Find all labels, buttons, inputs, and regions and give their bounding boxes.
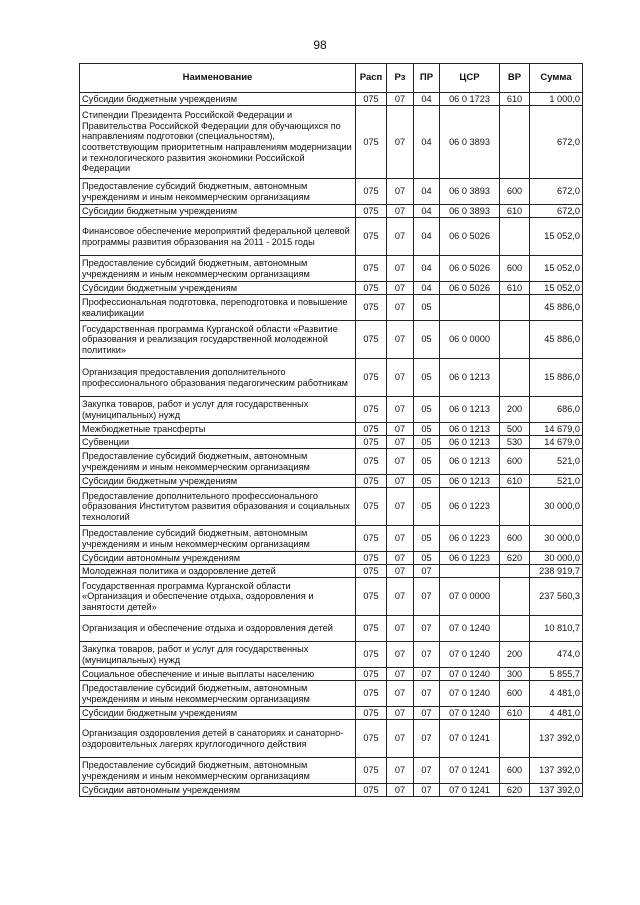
table-row bbox=[80, 93, 583, 106]
cell-rz: 07 bbox=[387, 321, 414, 359]
cell-rasp: 075 bbox=[356, 218, 387, 256]
cell-sum: 1 000,0 bbox=[530, 93, 583, 106]
cell-vr bbox=[500, 488, 530, 526]
cell-sum: 15 052,0 bbox=[530, 256, 583, 282]
cell-rz: 07 bbox=[387, 179, 414, 205]
cell-rz: 07 bbox=[387, 295, 414, 321]
cell-rasp: 075 bbox=[356, 707, 387, 720]
cell-name: Финансовое обеспечение мероприятий федеральной целевой программы развития образования на 2011 - 2015 годы bbox=[80, 218, 356, 256]
cell-name: Закупка товаров, работ и услуг для государственных (муниципальных) нужд bbox=[80, 397, 356, 423]
table-row bbox=[80, 488, 583, 526]
cell-rasp: 075 bbox=[356, 449, 387, 475]
cell-rz: 07 bbox=[387, 282, 414, 295]
cell-rz: 07 bbox=[387, 681, 414, 707]
table-row bbox=[80, 423, 583, 436]
cell-rz: 07 bbox=[387, 93, 414, 106]
cell-csr: 06 0 0000 bbox=[440, 321, 500, 359]
cell-name: Субсидии бюджетным учреждениям bbox=[80, 93, 356, 106]
cell-name: Субвенции bbox=[80, 436, 356, 449]
cell-pr: 04 bbox=[414, 93, 440, 106]
cell-vr: 610 bbox=[500, 475, 530, 488]
table-row bbox=[80, 784, 583, 797]
table-row bbox=[80, 256, 583, 282]
cell-sum: 474,0 bbox=[530, 642, 583, 668]
table-row bbox=[80, 642, 583, 668]
cell-sum: 137 392,0 bbox=[530, 720, 583, 758]
cell-csr: 06 0 1213 bbox=[440, 397, 500, 423]
cell-vr: 610 bbox=[500, 282, 530, 295]
cell-rasp: 075 bbox=[356, 321, 387, 359]
cell-csr: 06 0 5026 bbox=[440, 256, 500, 282]
table-row bbox=[80, 616, 583, 642]
cell-sum: 14 679,0 bbox=[530, 436, 583, 449]
cell-name: Предоставление субсидий бюджетным, автономным учреждениям и иным некоммерческим организациям bbox=[80, 256, 356, 282]
table-row bbox=[80, 758, 583, 784]
cell-pr: 04 bbox=[414, 205, 440, 218]
cell-pr: 05 bbox=[414, 423, 440, 436]
cell-name: Предоставление дополнительного профессионального образования Институтом развития образования и социальных технологий bbox=[80, 488, 356, 526]
cell-pr: 07 bbox=[414, 642, 440, 668]
cell-vr bbox=[500, 295, 530, 321]
cell-vr: 600 bbox=[500, 681, 530, 707]
cell-name: Субсидии автономным учреждениям bbox=[80, 552, 356, 565]
cell-pr: 04 bbox=[414, 106, 440, 179]
cell-pr: 05 bbox=[414, 321, 440, 359]
cell-rz: 07 bbox=[387, 707, 414, 720]
cell-rz: 07 bbox=[387, 552, 414, 565]
cell-rz: 07 bbox=[387, 578, 414, 616]
cell-rasp: 075 bbox=[356, 526, 387, 552]
cell-name: Межбюджетные трансферты bbox=[80, 423, 356, 436]
header-sum: Сумма bbox=[530, 64, 583, 93]
cell-sum: 15 052,0 bbox=[530, 218, 583, 256]
cell-csr: 06 0 5026 bbox=[440, 218, 500, 256]
table-header bbox=[80, 64, 583, 93]
cell-csr: 07 0 1240 bbox=[440, 642, 500, 668]
cell-rz: 07 bbox=[387, 720, 414, 758]
cell-csr: 06 0 1723 bbox=[440, 93, 500, 106]
cell-pr: 07 bbox=[414, 578, 440, 616]
cell-name: Субсидии бюджетным учреждениям bbox=[80, 707, 356, 720]
cell-name: Профессиональная подготовка, переподготовка и повышение квалификации bbox=[80, 295, 356, 321]
header-csr: ЦСР bbox=[440, 64, 500, 93]
cell-name: Предоставление субсидий бюджетным, автономным учреждениям и иным некоммерческим организациям bbox=[80, 681, 356, 707]
cell-pr: 07 bbox=[414, 720, 440, 758]
table-row bbox=[80, 179, 583, 205]
cell-name: Стипендии Президента Российской Федерации и Правительства Российской Федерации для обучающихся по направлениям подготовки (специальностям), соответствующим приоритетным направлениям модернизации и технологического развития экономики Российской Федерации bbox=[80, 106, 356, 179]
cell-sum: 237 560,3 bbox=[530, 578, 583, 616]
cell-name: Социальное обеспечение и иные выплаты населению bbox=[80, 668, 356, 681]
cell-pr: 05 bbox=[414, 397, 440, 423]
cell-csr: 06 0 1223 bbox=[440, 526, 500, 552]
header-pr: ПР bbox=[414, 64, 440, 93]
cell-sum: 686,0 bbox=[530, 397, 583, 423]
cell-pr: 05 bbox=[414, 488, 440, 526]
cell-vr: 300 bbox=[500, 668, 530, 681]
cell-name: Предоставление субсидий бюджетным, автономным учреждениям и иным некоммерческим организациям bbox=[80, 179, 356, 205]
cell-csr: 07 0 1240 bbox=[440, 616, 500, 642]
cell-vr: 600 bbox=[500, 449, 530, 475]
cell-csr: 06 0 1213 bbox=[440, 475, 500, 488]
cell-sum: 45 886,0 bbox=[530, 321, 583, 359]
cell-name: Субсидии бюджетным учреждениям bbox=[80, 475, 356, 488]
cell-vr bbox=[500, 616, 530, 642]
cell-sum: 672,0 bbox=[530, 179, 583, 205]
table-row bbox=[80, 218, 583, 256]
header-name: Наименование bbox=[80, 64, 356, 93]
cell-rasp: 075 bbox=[356, 423, 387, 436]
cell-rasp: 075 bbox=[356, 784, 387, 797]
cell-sum: 238 919,7 bbox=[530, 565, 583, 578]
cell-sum: 15 052,0 bbox=[530, 282, 583, 295]
cell-name: Организация и обеспечение отдыха и оздоровления детей bbox=[80, 616, 356, 642]
cell-rz: 07 bbox=[387, 758, 414, 784]
cell-name: Предоставление субсидий бюджетным, автономным учреждениям и иным некоммерческим организациям bbox=[80, 449, 356, 475]
cell-csr: 06 0 3893 bbox=[440, 179, 500, 205]
cell-pr: 05 bbox=[414, 552, 440, 565]
cell-pr: 05 bbox=[414, 475, 440, 488]
table-row bbox=[80, 475, 583, 488]
cell-vr: 530 bbox=[500, 436, 530, 449]
cell-pr: 07 bbox=[414, 758, 440, 784]
cell-pr: 05 bbox=[414, 526, 440, 552]
header-row bbox=[80, 64, 583, 93]
cell-sum: 4 481,0 bbox=[530, 681, 583, 707]
cell-csr: 06 0 1213 bbox=[440, 423, 500, 436]
cell-rz: 07 bbox=[387, 397, 414, 423]
cell-name: Предоставление субсидий бюджетным, автономным учреждениям и иным некоммерческим организациям bbox=[80, 526, 356, 552]
cell-csr: 07 0 1240 bbox=[440, 681, 500, 707]
cell-rz: 07 bbox=[387, 218, 414, 256]
cell-rz: 07 bbox=[387, 449, 414, 475]
cell-vr: 200 bbox=[500, 642, 530, 668]
cell-csr: 07 0 1240 bbox=[440, 668, 500, 681]
cell-rasp: 075 bbox=[356, 359, 387, 397]
cell-pr: 05 bbox=[414, 359, 440, 397]
cell-vr: 620 bbox=[500, 552, 530, 565]
cell-rasp: 075 bbox=[356, 282, 387, 295]
cell-vr bbox=[500, 106, 530, 179]
cell-rasp: 075 bbox=[356, 93, 387, 106]
cell-rasp: 075 bbox=[356, 106, 387, 179]
cell-pr: 04 bbox=[414, 282, 440, 295]
cell-vr: 610 bbox=[500, 707, 530, 720]
cell-rz: 07 bbox=[387, 642, 414, 668]
cell-rasp: 075 bbox=[356, 616, 387, 642]
cell-rasp: 075 bbox=[356, 552, 387, 565]
cell-vr: 600 bbox=[500, 179, 530, 205]
cell-sum: 137 392,0 bbox=[530, 784, 583, 797]
table-row bbox=[80, 526, 583, 552]
cell-sum: 5 855,7 bbox=[530, 668, 583, 681]
cell-vr: 600 bbox=[500, 256, 530, 282]
table-row bbox=[80, 359, 583, 397]
cell-vr: 620 bbox=[500, 784, 530, 797]
cell-sum: 10 810,7 bbox=[530, 616, 583, 642]
page-number: 98 bbox=[313, 38, 327, 52]
cell-rz: 07 bbox=[387, 475, 414, 488]
cell-name: Организация предоставления дополнительного профессионального образования педагогическим работникам bbox=[80, 359, 356, 397]
cell-pr: 07 bbox=[414, 616, 440, 642]
table-row bbox=[80, 565, 583, 578]
cell-rasp: 075 bbox=[356, 475, 387, 488]
table-row bbox=[80, 397, 583, 423]
cell-sum: 30 000,0 bbox=[530, 526, 583, 552]
table-row bbox=[80, 668, 583, 681]
table-row bbox=[80, 552, 583, 565]
cell-csr bbox=[440, 565, 500, 578]
table-row bbox=[80, 205, 583, 218]
cell-sum: 672,0 bbox=[530, 106, 583, 179]
header-vr: ВР bbox=[500, 64, 530, 93]
cell-vr: 600 bbox=[500, 526, 530, 552]
cell-sum: 14 679,0 bbox=[530, 423, 583, 436]
cell-pr: 07 bbox=[414, 668, 440, 681]
table-row bbox=[80, 106, 583, 179]
cell-csr: 06 0 1223 bbox=[440, 552, 500, 565]
cell-rz: 07 bbox=[387, 488, 414, 526]
cell-csr: 06 0 3893 bbox=[440, 205, 500, 218]
cell-vr bbox=[500, 565, 530, 578]
cell-name: Государственная программа Курганской области «Развитие образования и реализация государственной молодежной политики» bbox=[80, 321, 356, 359]
cell-rasp: 075 bbox=[356, 256, 387, 282]
cell-name: Субсидии бюджетным учреждениям bbox=[80, 205, 356, 218]
cell-name: Государственная программа Курганской области «Организация и обеспечение отдыха, оздоровления и занятости детей» bbox=[80, 578, 356, 616]
cell-sum: 45 886,0 bbox=[530, 295, 583, 321]
cell-pr: 04 bbox=[414, 218, 440, 256]
cell-csr: 06 0 1213 bbox=[440, 436, 500, 449]
cell-name: Закупка товаров, работ и услуг для государственных (муниципальных) нужд bbox=[80, 642, 356, 668]
cell-rasp: 075 bbox=[356, 397, 387, 423]
cell-pr: 05 bbox=[414, 295, 440, 321]
cell-rasp: 075 bbox=[356, 436, 387, 449]
cell-sum: 30 000,0 bbox=[530, 488, 583, 526]
cell-vr bbox=[500, 218, 530, 256]
table-body bbox=[80, 93, 583, 797]
cell-rasp: 075 bbox=[356, 758, 387, 784]
cell-rz: 07 bbox=[387, 526, 414, 552]
cell-rz: 07 bbox=[387, 784, 414, 797]
cell-rasp: 075 bbox=[356, 668, 387, 681]
table-row bbox=[80, 436, 583, 449]
cell-rz: 07 bbox=[387, 205, 414, 218]
cell-rz: 07 bbox=[387, 668, 414, 681]
table-row bbox=[80, 681, 583, 707]
cell-pr: 07 bbox=[414, 681, 440, 707]
cell-rz: 07 bbox=[387, 106, 414, 179]
cell-sum: 30 000,0 bbox=[530, 552, 583, 565]
cell-vr: 610 bbox=[500, 205, 530, 218]
cell-csr: 06 0 5026 bbox=[440, 282, 500, 295]
cell-rasp: 075 bbox=[356, 578, 387, 616]
cell-pr: 07 bbox=[414, 707, 440, 720]
cell-rasp: 075 bbox=[356, 681, 387, 707]
cell-pr: 05 bbox=[414, 449, 440, 475]
cell-rasp: 075 bbox=[356, 642, 387, 668]
table-row bbox=[80, 295, 583, 321]
cell-rasp: 075 bbox=[356, 488, 387, 526]
cell-name: Организация оздоровления детей в санаториях и санаторно-оздоровительных лагерях круглогодичного действия bbox=[80, 720, 356, 758]
cell-csr: 07 0 1241 bbox=[440, 720, 500, 758]
cell-pr: 07 bbox=[414, 565, 440, 578]
cell-vr bbox=[500, 720, 530, 758]
cell-vr: 500 bbox=[500, 423, 530, 436]
cell-sum: 521,0 bbox=[530, 475, 583, 488]
cell-sum: 521,0 bbox=[530, 449, 583, 475]
table-row bbox=[80, 449, 583, 475]
cell-sum: 137 392,0 bbox=[530, 758, 583, 784]
table-row bbox=[80, 282, 583, 295]
table-row bbox=[80, 720, 583, 758]
table-row bbox=[80, 321, 583, 359]
cell-rz: 07 bbox=[387, 436, 414, 449]
cell-csr: 06 0 3893 bbox=[440, 106, 500, 179]
cell-sum: 4 481,0 bbox=[530, 707, 583, 720]
cell-csr bbox=[440, 295, 500, 321]
cell-rz: 07 bbox=[387, 256, 414, 282]
cell-csr: 07 0 1241 bbox=[440, 758, 500, 784]
header-rasp: Расп bbox=[356, 64, 387, 93]
cell-rz: 07 bbox=[387, 565, 414, 578]
cell-vr: 610 bbox=[500, 93, 530, 106]
cell-name: Субсидии автономным учреждениям bbox=[80, 784, 356, 797]
cell-rasp: 075 bbox=[356, 295, 387, 321]
cell-vr bbox=[500, 321, 530, 359]
cell-csr: 07 0 1240 bbox=[440, 707, 500, 720]
cell-rz: 07 bbox=[387, 423, 414, 436]
cell-csr: 06 0 1223 bbox=[440, 488, 500, 526]
cell-vr bbox=[500, 578, 530, 616]
cell-name: Субсидии бюджетным учреждениям bbox=[80, 282, 356, 295]
cell-rz: 07 bbox=[387, 616, 414, 642]
cell-sum: 15 886,0 bbox=[530, 359, 583, 397]
cell-pr: 05 bbox=[414, 436, 440, 449]
table-row bbox=[80, 578, 583, 616]
cell-name: Молодежная политика и оздоровление детей bbox=[80, 565, 356, 578]
cell-rasp: 075 bbox=[356, 720, 387, 758]
header-rz: Рз bbox=[387, 64, 414, 93]
cell-csr: 06 0 1213 bbox=[440, 359, 500, 397]
budget-table bbox=[79, 63, 583, 797]
cell-rasp: 075 bbox=[356, 205, 387, 218]
cell-sum: 672,0 bbox=[530, 205, 583, 218]
cell-csr: 06 0 1213 bbox=[440, 449, 500, 475]
cell-rasp: 075 bbox=[356, 565, 387, 578]
cell-vr: 600 bbox=[500, 758, 530, 784]
cell-csr: 07 0 0000 bbox=[440, 578, 500, 616]
table-row bbox=[80, 707, 583, 720]
cell-pr: 07 bbox=[414, 784, 440, 797]
cell-pr: 04 bbox=[414, 256, 440, 282]
cell-pr: 04 bbox=[414, 179, 440, 205]
cell-name: Предоставление субсидий бюджетным, автономным учреждениям и иным некоммерческим организациям bbox=[80, 758, 356, 784]
cell-rasp: 075 bbox=[356, 179, 387, 205]
cell-vr: 200 bbox=[500, 397, 530, 423]
cell-csr: 07 0 1241 bbox=[440, 784, 500, 797]
cell-vr bbox=[500, 359, 530, 397]
cell-rz: 07 bbox=[387, 359, 414, 397]
